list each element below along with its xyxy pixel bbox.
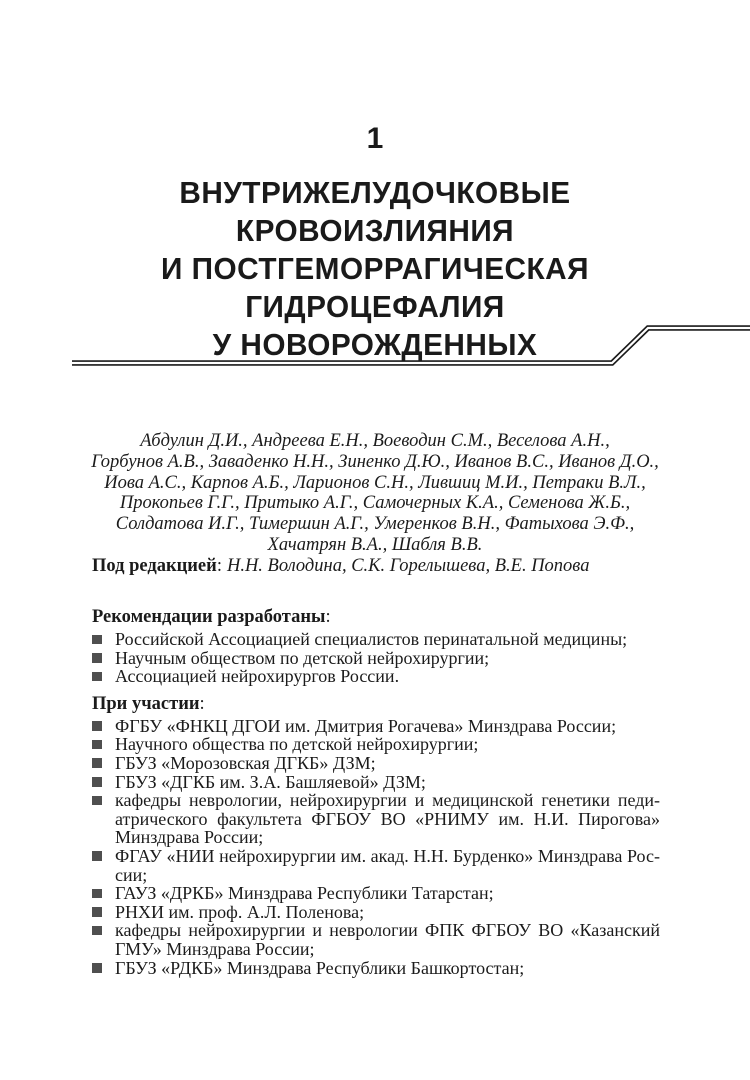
chapter-title-line: У НОВОРОЖДЕННЫХ: [212, 327, 538, 362]
sections: [92, 607, 660, 977]
author-line: Хачатрян В.А., Шабля В.В.: [267, 534, 483, 555]
chapter-title-line: ГИДРОЦЕФАЛИЯ: [245, 289, 505, 324]
list-item-text: кафедры нейрохирургии и неврологии ФПК ФГБОУ ВО «Казанский: [115, 920, 660, 941]
edited-by-line: [82, 556, 668, 577]
list-item-text: Научным обществом по детской нейрохирургии;: [115, 647, 490, 668]
section-participants: [92, 694, 660, 977]
list-item-text: ГАУЗ «ДРКБ» Минздрава Республики Татарстан;: [115, 883, 494, 904]
list-item-text: ГБУЗ «ДГКБ им. З.А. Башляевой» ДЗМ;: [115, 771, 426, 792]
list-item: [92, 903, 660, 922]
author-line: Горбунов А.В., Заваденко Н.Н., Зиненко Д.Ю., Иванов В.С., Иванов Д.О.,: [91, 451, 659, 472]
bullet-square-icon: [92, 889, 102, 899]
list-item-text: ФГБУ «ФНКЦ ДГОИ им. Дмитрия Рогачева» Минздрава России;: [115, 715, 617, 736]
bullet-square-icon: [92, 926, 102, 936]
list-item: [92, 791, 660, 847]
bullet-square-icon: [92, 907, 102, 917]
bullet-square-icon: [92, 672, 102, 682]
list-item-text: кафедры неврологии, нейрохирургии и медицинской генетики педи-: [115, 790, 660, 811]
author-line: Солдатова И.Г., Тимершин А.Г., Умеренков В.Н., Фатыхова Э.Ф.,: [115, 514, 635, 535]
list-item-text: Научного общества по детской нейрохирургии;: [115, 734, 479, 755]
section-heading-colon: :: [199, 693, 205, 714]
list-item: [92, 921, 660, 958]
section-heading-label: При участии: [92, 693, 200, 714]
chapter-number: 1: [366, 122, 384, 155]
section-heading-label: Рекомендации разработаны: [92, 607, 326, 627]
authors-block: [82, 431, 668, 577]
chapter-title-line: КРОВОИЗЛИЯНИЯ: [235, 213, 515, 248]
list-item-text: ГМУ» Минздрава России;: [115, 938, 315, 959]
author-line: Абдулин Д.И., Андреева Е.Н., Воеводин С.М., Веселова А.Н.,: [140, 431, 610, 451]
edited-by-names: Н.Н. Володина, С.К. Горелышева, В.Е. Попова: [226, 555, 590, 576]
bullet-square-icon: [92, 721, 102, 731]
list-item-text: ГБУЗ «Морозовская ДГКБ» ДЗМ;: [115, 752, 376, 773]
author-line: Иова А.С., Карпов А.Б., Ларионов С.Н., Лившиц М.И., Петраки В.Л.,: [104, 472, 646, 493]
chapter-title-line: ВНУТРИЖЕЛУДОЧКОВЫЕ: [179, 175, 571, 210]
edited-by-label: Под редакцией: [92, 555, 217, 576]
section-heading: [92, 694, 660, 715]
section-heading: [92, 607, 660, 628]
list-item: [92, 847, 660, 884]
edited-by-colon: :: [216, 555, 222, 576]
bullet-square-icon: [92, 796, 102, 806]
list-item: [92, 735, 660, 754]
list-item: [92, 959, 660, 978]
bullet-square-icon: [92, 758, 102, 768]
bullet-square-icon: [92, 963, 102, 973]
list-item-text: Минздрава России;: [115, 827, 264, 848]
list-item: [92, 773, 660, 792]
decorative-rule: [0, 320, 750, 370]
list-item: [92, 649, 660, 668]
list-item: [92, 754, 660, 773]
list-item-text: РНХИ им. проф. А.Л. Поленова;: [115, 901, 365, 922]
list-item-text: сии;: [115, 864, 148, 885]
list-item: [92, 667, 660, 686]
author-line: Прокопьев Г.Г., Притыко А.Г., Самочерных К.А., Семенова Ж.Б.,: [119, 493, 631, 514]
list-item: [92, 884, 660, 903]
list-item-text: ГБУЗ «РДКБ» Минздрава Республики Башкортостан;: [115, 957, 525, 978]
list-item-text: Ассоциацией нейрохирургов России.: [115, 666, 400, 687]
bullet-square-icon: [92, 777, 102, 787]
list-item: [92, 717, 660, 736]
bullet-square-icon: [92, 851, 102, 861]
bullet-square-icon: [92, 740, 102, 750]
list-item: [92, 630, 660, 649]
bullet-square-icon: [92, 653, 102, 663]
list-item-text: атрического факультета ФГБОУ ВО «РНИМУ им. Н.И. Пирогова»: [115, 808, 660, 829]
bullet-square-icon: [92, 635, 102, 645]
section-heading-colon: :: [325, 607, 331, 627]
list-item-text: Российской Ассоциацией специалистов перинатальной медицины;: [115, 629, 628, 649]
chapter-title-line: И ПОСТГЕМОРРАГИЧЕСКАЯ: [160, 251, 590, 286]
list-item-text: ФГАУ «НИИ нейрохирургии им. акад. Н.Н. Бурденко» Минздрава Рос-: [115, 845, 660, 866]
section-recommendations: [92, 607, 660, 686]
